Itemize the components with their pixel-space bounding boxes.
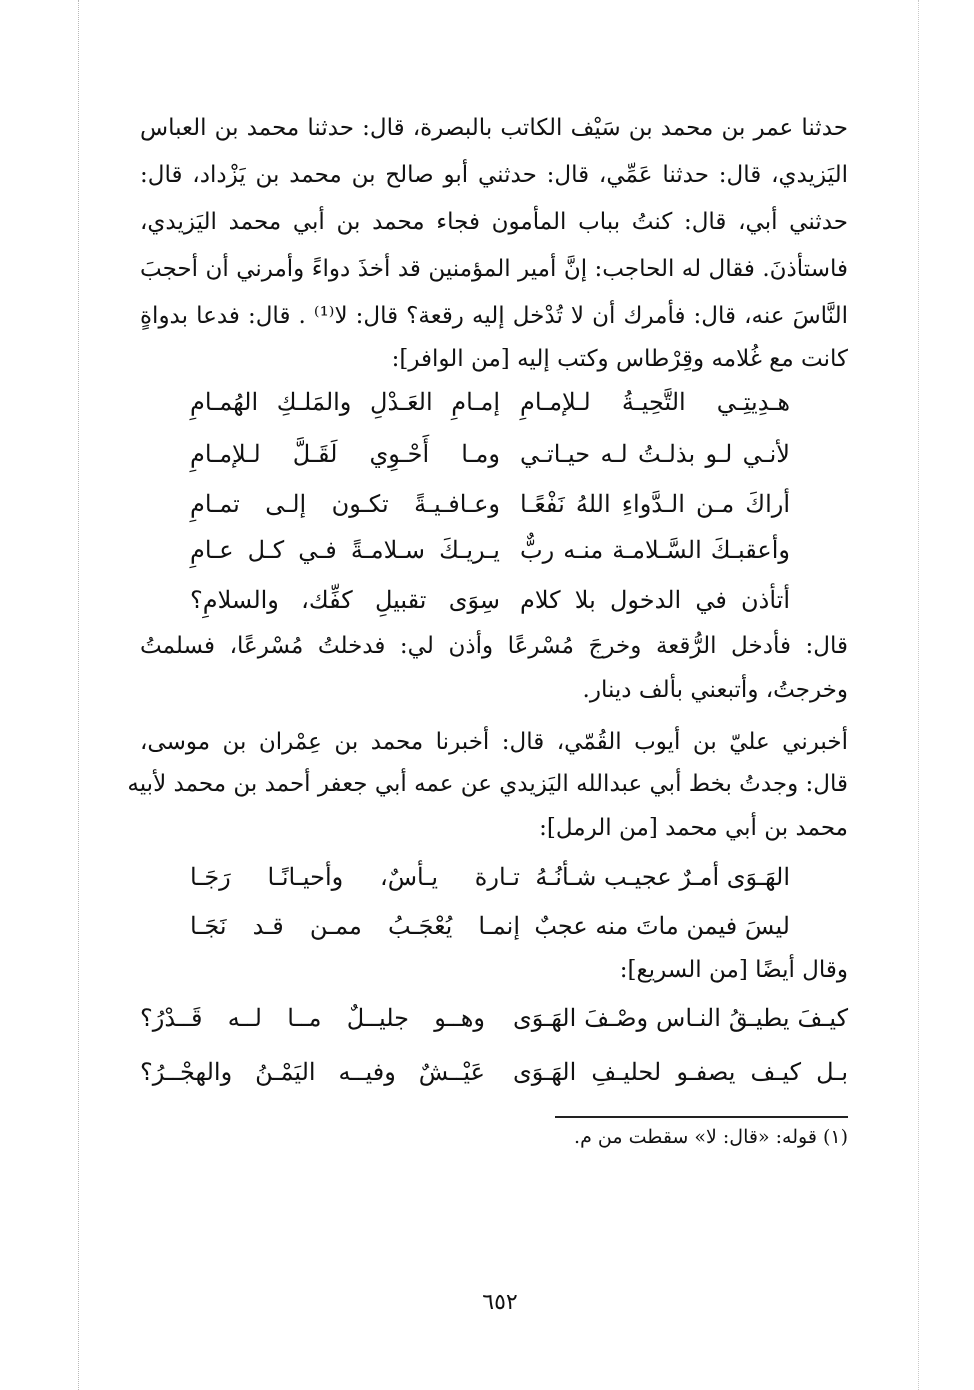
verse-hemistich-right: وأعقبـكَ السَّـلامـة منـه ربٌّ [520, 536, 790, 564]
text-line: حدثني أبي، قال: كنتُ بباب المأمون فجاء محمد بن أبي محمد اليَزيدي، [140, 209, 848, 235]
verse-hemistich-left: وعـافـيـةً تكـون إلـى تمـامِ [190, 490, 500, 518]
verse-line [140, 996, 848, 1040]
verse-hemistich-right: الهَـوَى أمـرٌ عجيـب شـأنُـهُ [535, 863, 790, 891]
verse-hemistich-right: كيـفَ يطيـقُ النـاس وصْـفَ الهَـوَى [513, 1004, 848, 1032]
verse-hemistich-left: يـريـكَ سـلامـةً فـي كـل عـامِ [190, 536, 500, 564]
scan-edge-left [78, 0, 79, 1390]
verse-line [190, 432, 790, 476]
text-line: أخبرني عليّ بن أيوب القُمّي، قال: أخبرنا محمد بن عِمْران بن موسى، [140, 729, 848, 755]
text-line: النَّاسَ عنه، قال: فأمرك أن لا تُدْخل إليه رقعة؟ قال: لا⁽¹⁾ . قال: فدعا بدواةٍ [140, 303, 848, 329]
paragraph-1 [140, 108, 848, 372]
text-line: كانت مع غُلامه وقِرْطاس وكتب إليه [من الوافر]: [391, 346, 848, 372]
verse-hemistich-right: أتأذن في الدخول بلا كلام [520, 586, 790, 614]
text-line: حدثنا عمر بن محمد بن سَيْف الكاتب بالبصرة، قال: حدثنا محمد بن العباس [140, 115, 848, 141]
verse-line [190, 904, 790, 948]
footnote: (١) قوله: «قال: لا» سقطت من م. [574, 1126, 848, 1148]
text-line: فاستأذنَ. فقال له الحاجب: إنَّ أمير المؤمنين قد أخذَ دواءً وأمرني أن أحجبَ [140, 256, 848, 282]
verse-hemistich-right: هـدِيتِـي التَّحِيـةُ لـلإمـامِ [520, 388, 790, 416]
text-line: اليَزيدي، قال: حدثنا عَمِّي، قال: حدثني أبو صالح بن محمد بن يَزْداد، قال: [140, 162, 848, 188]
verse-line [190, 855, 790, 899]
verse-hemistich-left: ومـا أَحْـوِي لَقَـلَّ لـلإمـامِ [190, 440, 500, 468]
scan-edge-right [918, 0, 919, 1390]
text-line: وخرجتُ، وأتبعني بألف دينار. [582, 677, 848, 703]
verse-hemistich-right: بـل كيـف يصفـو لحليـفِ الهَـوَى [513, 1058, 848, 1086]
text-line: قال: فأدخل الرُّقعة وخرجَ مُسْرعًا وأذن لي: فدخلتُ مُسْرعًا، فسلمتُ [140, 633, 848, 659]
verse-hemistich-left: تـارة يـأسٌ، وأحيـانًـا رَجَـا [190, 863, 520, 891]
verse-hemistich-left: وهــو جليــلٌ مــا لــه قَــدْرُ؟ [140, 1004, 485, 1032]
verse-line [190, 528, 790, 572]
verse-line [190, 380, 790, 424]
paragraph-4 [140, 950, 848, 994]
verse-hemistich-left: إنمـا يُعْجَـبُ ممـن قـد نَجَـا [190, 912, 520, 940]
footnote-divider [555, 1116, 848, 1118]
text-line: محمد بن أبي محمد [من الرمل]: [539, 815, 848, 841]
verse-line [140, 1050, 848, 1094]
verse-line [190, 482, 790, 526]
text-line: وقال أيضًا [من السريع]: [619, 957, 848, 983]
text-line: قال: وجدتُ بخط أبي عبدالله اليَزيدي عن عمه أبي جعفر أحمد بن محمد لأبيه [127, 771, 848, 797]
verse-hemistich-right: ليسَ فيمن ماتَ منه عجبٌ [534, 912, 790, 940]
verse-hemistich-left: إمـامِ العَـدْلِ والمَلـكِ الهُمـامِ [190, 388, 500, 416]
paragraph-2 [140, 626, 848, 716]
verse-hemistich-right: لأنـي لـو بذلـتُ لـه حيـاتـي [520, 440, 790, 468]
verse-hemistich-left: سِوَى تقبيلِ كفِّك، والسلامِ؟ [190, 586, 500, 614]
paragraph-3 [127, 722, 848, 852]
verse-hemistich-left: عَيْــشٌ وفيــه اليَمْـنُ والهجْــرُ؟ [140, 1058, 485, 1086]
verse-line [190, 578, 790, 622]
page-number: ٦٥٢ [482, 1290, 518, 1315]
verse-hemistich-right: أراكَ مـن الـدَّواءِ اللهُ نَفْعًـا [520, 490, 790, 518]
